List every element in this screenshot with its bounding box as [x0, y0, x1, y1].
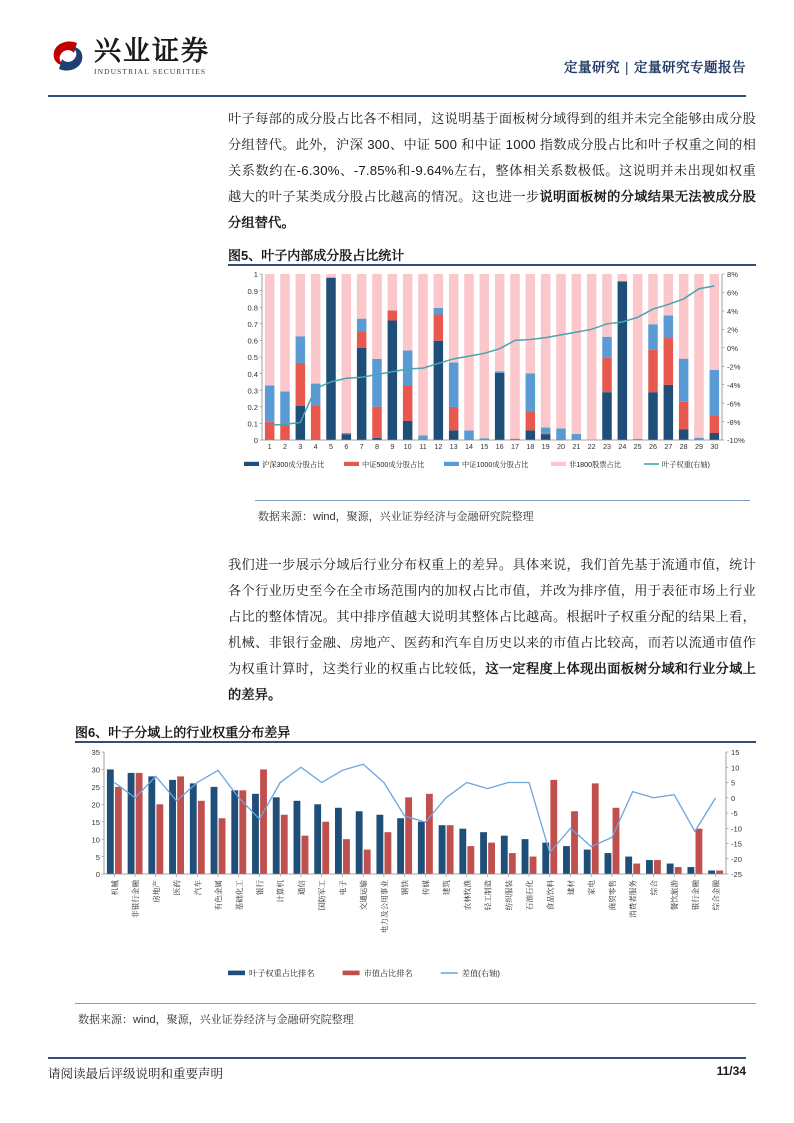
svg-text:0: 0 [95, 870, 100, 880]
svg-text:0: 0 [731, 793, 736, 803]
svg-text:8%: 8% [727, 270, 738, 280]
svg-text:29: 29 [695, 442, 703, 451]
svg-text:0%: 0% [727, 343, 738, 353]
svg-text:13: 13 [449, 442, 458, 451]
svg-text:商贸零售: 商贸零售 [607, 880, 617, 911]
paragraph-2 [228, 552, 756, 708]
svg-text:0.1: 0.1 [247, 419, 258, 429]
svg-text:5: 5 [95, 852, 100, 862]
svg-text:通信: 通信 [296, 880, 306, 896]
figure-6-title: 图6、叶子分域上的行业权重分布差异 [75, 725, 291, 740]
svg-text:有色金属: 有色金属 [214, 880, 224, 911]
svg-text:15: 15 [91, 817, 100, 827]
svg-text:-20: -20 [731, 854, 742, 864]
paragraph-1-normal: 叶子每部的成分股占比各不相同，这说明基于面板树分域得到的组并未完全能够由成分股分组替代。此外，沪深 300、中证 500 和中证 1000 指数成分股占比和叶子权重之间的相关系数约在-6.30%、-7.85%和-9.64%左右，整体相关系数极低。这说明并未出现如权重越大的叶子某类成分股占比越高的情况。这也进一步 [228, 111, 756, 204]
page-header [48, 34, 746, 92]
svg-text:10: 10 [731, 763, 740, 773]
svg-text:24: 24 [618, 442, 627, 451]
svg-text:综合金融: 综合金融 [711, 880, 721, 911]
svg-text:0.3: 0.3 [247, 386, 258, 396]
svg-text:计算机: 计算机 [276, 880, 286, 903]
svg-text:传媒: 传媒 [421, 880, 431, 896]
svg-text:1: 1 [253, 270, 258, 280]
svg-text:0.4: 0.4 [247, 369, 258, 379]
svg-text:房地产: 房地产 [151, 880, 161, 903]
svg-text:27: 27 [664, 442, 673, 451]
paragraph-1 [228, 106, 756, 236]
svg-text:6: 6 [344, 442, 349, 451]
svg-text:6%: 6% [727, 288, 738, 298]
svg-text:沪深300成分股占比: 沪深300成分股占比 [262, 460, 325, 469]
svg-text:建材: 建材 [566, 880, 576, 896]
svg-text:4: 4 [313, 442, 318, 451]
svg-text:7: 7 [359, 442, 364, 451]
svg-text:16: 16 [495, 442, 504, 451]
svg-text:35: 35 [91, 748, 100, 758]
svg-text:20: 20 [91, 800, 100, 810]
chart-leaf-constituent-ratio [232, 268, 756, 480]
svg-text:0.7: 0.7 [247, 320, 258, 329]
svg-text:10: 10 [91, 835, 100, 845]
svg-text:中证500成分股占比: 中证500成分股占比 [362, 460, 425, 469]
svg-text:0.6: 0.6 [247, 336, 258, 346]
svg-text:1: 1 [267, 442, 272, 451]
svg-text:非1800股票占比: 非1800股票占比 [569, 460, 621, 469]
svg-text:消费者服务: 消费者服务 [628, 880, 638, 918]
svg-text:0.8: 0.8 [247, 303, 258, 313]
svg-text:食品饮料: 食品饮料 [545, 880, 555, 911]
svg-text:0: 0 [253, 436, 258, 446]
svg-text:8: 8 [375, 442, 379, 451]
svg-text:22: 22 [587, 442, 596, 451]
header-divider [48, 95, 746, 97]
footer-page-number: 11/34 [716, 1064, 746, 1078]
svg-text:-15: -15 [731, 839, 742, 849]
svg-text:25: 25 [633, 442, 642, 451]
svg-text:汽车: 汽车 [193, 880, 203, 896]
svg-text:综合: 综合 [649, 880, 659, 896]
svg-text:10: 10 [403, 442, 412, 451]
svg-text:21: 21 [572, 442, 581, 451]
svg-text:20: 20 [557, 442, 565, 451]
svg-text:30: 30 [710, 442, 719, 451]
svg-text:钢铁: 钢铁 [400, 880, 410, 896]
figure-6-title-rule [75, 741, 756, 743]
svg-text:28: 28 [679, 442, 688, 451]
svg-text:市值占比排名: 市值占比排名 [363, 969, 413, 979]
svg-text:银行: 银行 [255, 880, 265, 896]
paragraph-2-normal: 我们进一步展示分域后行业分布权重上的差异。具体来说，我们首先基于流通市值，统计各个行业历史至今在全市场范围内的加权占比市值，并改为排序值，用于表征市场上行业占比的整体情况。其中排序值越大说明其整体占比越高。根据叶子权重分配的结果上看，机械、非银行金融、房地产、医药和汽车自历史以来的市值占比较高，而若以流通市值作为权重计算时，这类行业的权重占比较低， [228, 557, 756, 676]
svg-text:轻工制造: 轻工制造 [483, 880, 493, 911]
svg-text:14: 14 [465, 442, 473, 451]
svg-text:家电: 家电 [587, 880, 597, 896]
svg-text:差值(右轴): 差值(右轴) [461, 969, 501, 979]
svg-text:银行金融: 银行金融 [690, 880, 700, 911]
svg-text:-10: -10 [731, 824, 742, 834]
svg-text:3: 3 [298, 442, 303, 451]
paragraph-2-bold: 这一定程度上体现出面板树分域和行业分域上的差异。 [228, 661, 756, 702]
svg-text:非银行金融: 非银行金融 [131, 880, 141, 918]
svg-text:0.2: 0.2 [247, 403, 258, 412]
chart-6-svg [78, 746, 756, 986]
svg-text:30: 30 [91, 765, 100, 775]
footer-divider [48, 1057, 746, 1059]
svg-text:12: 12 [434, 442, 443, 451]
svg-text:叶子权重(右轴): 叶子权重(右轴) [662, 460, 710, 469]
svg-text:15: 15 [480, 442, 489, 451]
svg-text:电力及公用事业: 电力及公用事业 [379, 880, 389, 934]
svg-text:交通运输: 交通运输 [359, 880, 369, 911]
header-category: 定量研究 [563, 60, 620, 75]
svg-text:17: 17 [511, 442, 519, 451]
svg-text:基础化工: 基础化工 [234, 880, 244, 911]
svg-text:石油石化: 石油石化 [525, 880, 535, 911]
chart-industry-weight-difference [78, 746, 756, 986]
svg-text:23: 23 [603, 442, 611, 451]
logo-text-english: INDUSTRIAL SECURITIES [94, 67, 207, 76]
svg-text:-6%: -6% [727, 399, 741, 409]
svg-text:国防军工: 国防军工 [317, 880, 327, 911]
svg-text:-5: -5 [731, 809, 738, 819]
svg-text:4%: 4% [727, 307, 738, 317]
svg-text:-8%: -8% [727, 417, 741, 427]
footer-disclaimer: 请阅读最后评级说明和重要声明 [48, 1067, 224, 1081]
svg-text:5: 5 [329, 442, 333, 451]
svg-text:纺织服装: 纺织服装 [504, 880, 514, 911]
svg-text:26: 26 [649, 442, 657, 451]
svg-text:餐饮旅游: 餐饮旅游 [670, 880, 680, 911]
svg-text:机械: 机械 [110, 880, 120, 896]
svg-text:建筑: 建筑 [442, 880, 452, 896]
industrial-securities-logo-icon [48, 36, 88, 76]
company-logo [48, 36, 210, 76]
svg-text:15: 15 [731, 748, 740, 758]
svg-text:2%: 2% [727, 325, 738, 335]
figure-6-source: 数据来源：wind，聚源，兴业证券经济与金融研究院整理 [78, 1014, 354, 1026]
figure-6-source-rule [75, 1003, 756, 1004]
chart-5-svg [232, 268, 756, 480]
logo-text-chinese: 兴业证券 [94, 36, 210, 66]
figure-5-source-rule [255, 500, 750, 501]
header-report-label [564, 56, 746, 76]
svg-text:-25: -25 [731, 870, 742, 880]
svg-text:18: 18 [526, 442, 535, 451]
svg-text:-10%: -10% [727, 436, 745, 446]
svg-text:5: 5 [731, 778, 736, 788]
svg-text:医药: 医药 [172, 880, 182, 896]
paragraph-1-bold: 说明面板树的分域结果无法被成分股分组替代。 [228, 189, 756, 230]
figure-5-title: 图5、叶子内部成分股占比统计 [228, 248, 405, 263]
svg-text:中证1000成分股占比: 中证1000成分股占比 [462, 460, 529, 469]
header-separator: | [624, 60, 629, 75]
svg-text:9: 9 [390, 442, 395, 451]
svg-text:11: 11 [419, 442, 427, 451]
svg-text:2: 2 [283, 442, 287, 451]
svg-text:0.5: 0.5 [247, 353, 258, 363]
svg-text:0.9: 0.9 [247, 286, 258, 296]
svg-text:25: 25 [91, 783, 100, 793]
svg-text:农林牧渔: 农林牧渔 [462, 880, 472, 911]
figure-5-title-rule [228, 264, 756, 266]
svg-text:-4%: -4% [727, 380, 741, 390]
svg-text:叶子权重占比排名: 叶子权重占比排名 [249, 969, 315, 979]
svg-text:电子: 电子 [338, 880, 348, 896]
header-report-type: 定量研究专题报告 [634, 60, 746, 75]
svg-text:-2%: -2% [727, 362, 741, 372]
svg-text:19: 19 [541, 442, 550, 451]
figure-5-source: 数据来源：wind，聚源，兴业证券经济与金融研究院整理 [258, 511, 534, 523]
